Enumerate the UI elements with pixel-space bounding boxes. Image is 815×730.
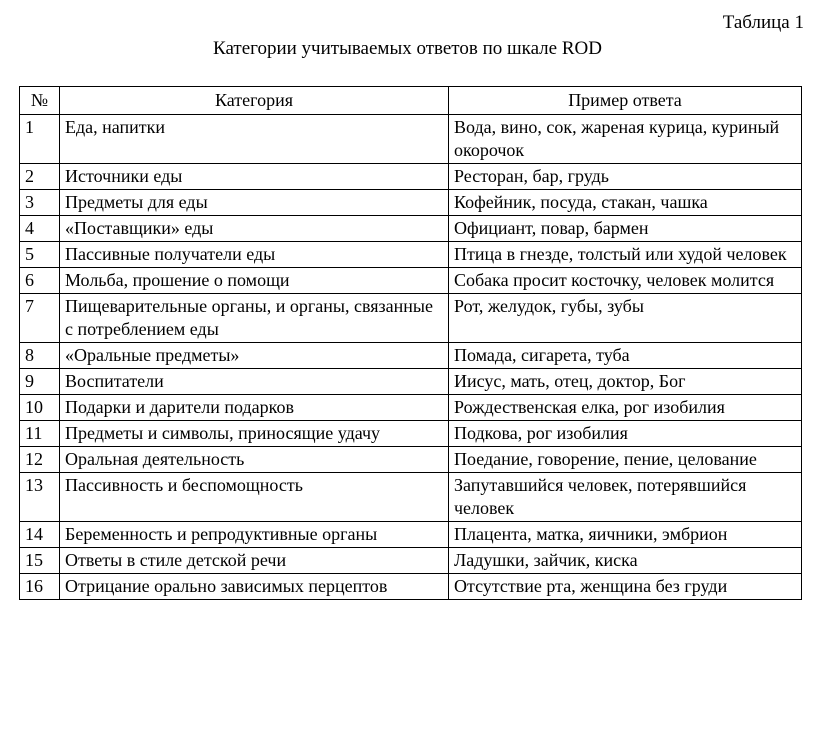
example-cell: Вода, вино, сок, жареная курица, куриный окорочок xyxy=(449,115,802,164)
category-cell: Пассивные получатели еды xyxy=(60,242,449,268)
category-cell: Источники еды xyxy=(60,164,449,190)
row-number-cell: 13 xyxy=(20,473,60,522)
example-cell: Иисус, мать, отец, доктор, Бог xyxy=(449,369,802,395)
table-row xyxy=(20,574,802,600)
example-cell: Собака просит косточку, человек молится xyxy=(449,268,802,294)
example-cell: Ресторан, бар, грудь xyxy=(449,164,802,190)
example-cell: Птица в гнезде, толстый или худой человек xyxy=(449,242,802,268)
row-number-cell: 6 xyxy=(20,268,60,294)
category-cell: Предметы и символы, приносящие удачу xyxy=(60,421,449,447)
category-cell: Оральная деятельность xyxy=(60,447,449,473)
category-cell: «Оральные предметы» xyxy=(60,343,449,369)
table-row xyxy=(20,242,802,268)
table-label: Таблица 1 xyxy=(722,12,804,33)
category-cell: Предметы для еды xyxy=(60,190,449,216)
category-cell: Мольба, прошение о помощи xyxy=(60,268,449,294)
row-number-cell: 14 xyxy=(20,522,60,548)
row-number-cell: 2 xyxy=(20,164,60,190)
category-cell: Ответы в стиле детской речи xyxy=(60,548,449,574)
table-row xyxy=(20,216,802,242)
table-row xyxy=(20,421,802,447)
table-row xyxy=(20,548,802,574)
table-body xyxy=(20,115,802,600)
column-header-category: Категория xyxy=(60,87,449,115)
category-cell: Воспитатели xyxy=(60,369,449,395)
example-cell: Рождественская елка, рог изобилия xyxy=(449,395,802,421)
table-title: Категории учитываемых ответов по шкале ROD xyxy=(213,38,602,59)
row-number-cell: 5 xyxy=(20,242,60,268)
table-row xyxy=(20,522,802,548)
row-number-cell: 11 xyxy=(20,421,60,447)
example-cell: Официант, повар, бармен xyxy=(449,216,802,242)
example-cell: Помада, сигарета, туба xyxy=(449,343,802,369)
example-cell: Кофейник, посуда, стакан, чашка xyxy=(449,190,802,216)
category-cell: «Поставщики» еды xyxy=(60,216,449,242)
row-number-cell: 8 xyxy=(20,343,60,369)
table-row xyxy=(20,294,802,343)
row-number-cell: 4 xyxy=(20,216,60,242)
table-row xyxy=(20,369,802,395)
row-number-cell: 9 xyxy=(20,369,60,395)
rod-categories-table xyxy=(19,86,802,600)
row-number-cell: 15 xyxy=(20,548,60,574)
category-cell: Пассивность и беспомощность xyxy=(60,473,449,522)
column-header-example: Пример ответа xyxy=(449,87,802,115)
example-cell: Поедание, говорение, пение, целование xyxy=(449,447,802,473)
example-cell: Запутавшийся человек, потерявшийся человек xyxy=(449,473,802,522)
example-cell: Плацента, матка, яичники, эмбрион xyxy=(449,522,802,548)
example-cell: Ладушки, зайчик, киска xyxy=(449,548,802,574)
table-row xyxy=(20,115,802,164)
row-number-cell: 10 xyxy=(20,395,60,421)
table-row xyxy=(20,190,802,216)
category-cell: Беременность и репродуктивные органы xyxy=(60,522,449,548)
category-cell: Отрицание орально зависимых перцептов xyxy=(60,574,449,600)
table-row xyxy=(20,447,802,473)
row-number-cell: 1 xyxy=(20,115,60,164)
row-number-cell: 12 xyxy=(20,447,60,473)
example-cell: Отсутствие рта, женщина без груди xyxy=(449,574,802,600)
row-number-cell: 3 xyxy=(20,190,60,216)
category-cell: Пищеварительные органы, и органы, связанные с потреблением еды xyxy=(60,294,449,343)
table-row xyxy=(20,343,802,369)
table-header-row xyxy=(20,87,802,115)
column-header-number: № xyxy=(20,87,60,115)
category-cell: Еда, напитки xyxy=(60,115,449,164)
category-cell: Подарки и дарители подарков xyxy=(60,395,449,421)
example-cell: Подкова, рог изобилия xyxy=(449,421,802,447)
table-row xyxy=(20,164,802,190)
table-row xyxy=(20,473,802,522)
table-row xyxy=(20,268,802,294)
example-cell: Рот, желудок, губы, зубы xyxy=(449,294,802,343)
row-number-cell: 16 xyxy=(20,574,60,600)
table-row xyxy=(20,395,802,421)
row-number-cell: 7 xyxy=(20,294,60,343)
